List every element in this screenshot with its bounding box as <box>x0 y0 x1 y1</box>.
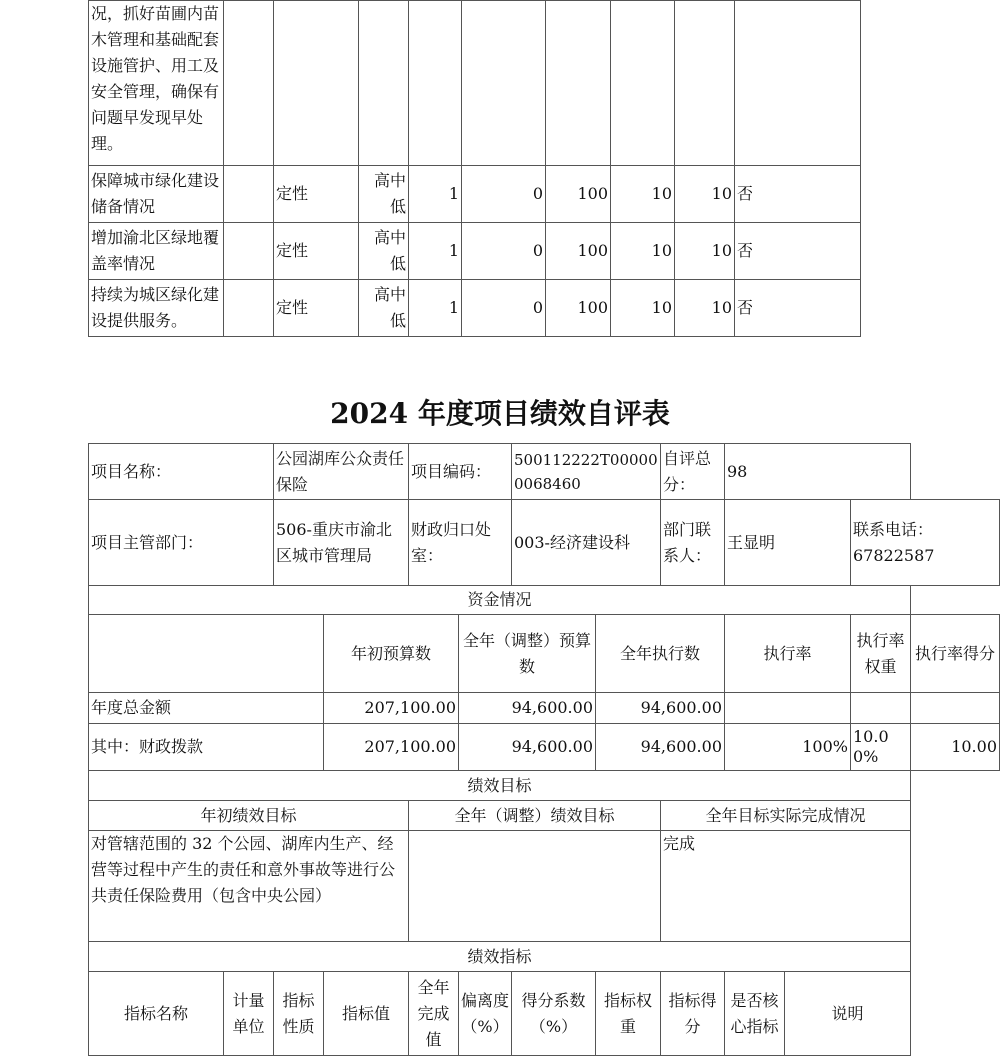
deviation-header: 偏离度（%） <box>459 972 512 1056</box>
table-row <box>89 942 1000 972</box>
indicator-coefficient: 100 <box>546 166 611 223</box>
adjusted-goal-text <box>409 831 661 942</box>
fund-row-label: 年度总金额 <box>89 693 324 724</box>
indicator-value: 高中低 <box>359 166 409 223</box>
phone-number: 67822587 <box>853 545 935 565</box>
project-code-label: 项目编码： <box>409 444 512 500</box>
indicator-core: 否 <box>735 223 861 280</box>
evaluation-table <box>88 443 1000 1056</box>
initial-goal-header: 年初绩效目标 <box>89 801 409 831</box>
continued-indicator-table <box>88 0 861 337</box>
table-row <box>89 223 861 280</box>
contact: 王显明 <box>725 500 851 586</box>
indicator-full: 1 <box>409 223 462 280</box>
phone-label: 联系电话： <box>853 519 934 539</box>
indicator-coefficient: 100 <box>546 280 611 337</box>
adjusted-goal-header: 全年（调整）绩效目标 <box>409 801 661 831</box>
table-row <box>89 972 1000 1056</box>
funds-section-title: 资金情况 <box>89 586 911 615</box>
rate-header: 执行率 <box>725 615 851 693</box>
coefficient-header: 得分系数（%） <box>512 972 596 1056</box>
value-header: 指标值 <box>324 972 409 1056</box>
fund-row-label: 其中：财政拨款 <box>89 724 324 771</box>
fund-rate <box>725 693 851 724</box>
score-header: 指标得分 <box>661 972 725 1056</box>
indicator-name: 保障城市绿化建设储备情况 <box>89 166 224 223</box>
indicator-weight: 10 <box>611 223 675 280</box>
core-header: 是否核心指标 <box>725 972 785 1056</box>
table-row <box>89 771 1000 801</box>
table-row <box>89 724 1000 771</box>
nature-header: 指标性质 <box>274 972 324 1056</box>
indicator-score: 10 <box>675 223 735 280</box>
page-title: 2024 年度项目绩效自评表 <box>330 397 670 430</box>
unit-header: 计量单位 <box>224 972 274 1056</box>
fund-rate-score: 10.00 <box>911 724 1000 771</box>
fund-rate-score <box>911 693 1000 724</box>
indicator-nature: 定性 <box>274 166 359 223</box>
office-label: 财政归口处室： <box>409 500 512 586</box>
indicator-value: 高中低 <box>359 280 409 337</box>
indicator-full: 1 <box>409 280 462 337</box>
indicator-core: 否 <box>735 280 861 337</box>
indicator-coefficient: 100 <box>546 223 611 280</box>
fund-rate-weight: 10.00% <box>851 724 911 771</box>
indicator-nature: 定性 <box>274 223 359 280</box>
table-row <box>89 615 1000 693</box>
indicator-value: 高中低 <box>359 223 409 280</box>
table-row <box>89 693 1000 724</box>
indicator-score: 10 <box>675 280 735 337</box>
adjusted-header: 全年（调整）预算数 <box>459 615 596 693</box>
project-name: 公园湖库公众责任保险 <box>274 444 409 500</box>
phone <box>851 500 1000 586</box>
self-score: 98 <box>725 444 911 500</box>
rate-weight-header: 执行率权重 <box>851 615 911 693</box>
fund-executed: 94,600.00 <box>596 693 725 724</box>
indicator-name: 增加渝北区绿地覆盖率情况 <box>89 223 224 280</box>
actual-goal-text: 完成 <box>661 831 911 942</box>
table-row <box>89 831 1000 942</box>
table-row <box>89 801 1000 831</box>
weight-header: 指标权重 <box>596 972 661 1056</box>
fund-rate-weight <box>851 693 911 724</box>
indicator-description: 况，抓好苗圃内苗木管理和基础配套设施管护、用工及安全管理，确保有问题早发现早处理。 <box>89 1 224 166</box>
indicator-nature: 定性 <box>274 280 359 337</box>
indicators-section-title: 绩效指标 <box>89 942 911 972</box>
table-row <box>89 280 861 337</box>
contact-label: 部门联系人： <box>661 500 725 586</box>
indicator-deviation: 0 <box>462 280 546 337</box>
fund-budget: 207,100.00 <box>324 693 459 724</box>
project-name-label: 项目名称： <box>89 444 274 500</box>
indicator-weight: 10 <box>611 166 675 223</box>
table-row <box>89 586 1000 615</box>
indicator-deviation: 0 <box>462 223 546 280</box>
goals-section-title: 绩效目标 <box>89 771 911 801</box>
fund-executed: 94,600.00 <box>596 724 725 771</box>
budget-header: 年初预算数 <box>324 615 459 693</box>
table-row <box>89 1 861 166</box>
rate-score-header: 执行率得分 <box>911 615 1000 693</box>
table-row <box>89 500 1000 586</box>
indicator-name: 持续为城区绿化建设提供服务。 <box>89 280 224 337</box>
dept: 506-重庆市渝北区城市管理局 <box>274 500 409 586</box>
dept-label: 项目主管部门： <box>89 500 274 586</box>
project-code: 500112222T000000068460 <box>512 444 661 500</box>
score-label: 自评总分： <box>661 444 725 500</box>
fund-rate: 100% <box>725 724 851 771</box>
fund-adjusted: 94,600.00 <box>459 724 596 771</box>
table-row <box>89 444 1000 500</box>
indicator-score: 10 <box>675 166 735 223</box>
indicator-weight: 10 <box>611 280 675 337</box>
full-header: 全年完成值 <box>409 972 459 1056</box>
indicator-core: 否 <box>735 166 861 223</box>
office: 003-经济建设科 <box>512 500 661 586</box>
initial-goal-text: 对管辖范围的 32 个公园、湖库内生产、经营等过程中产生的责任和意外事故等进行公共责任保险费用（包含中央公园） <box>89 831 409 942</box>
executed-header: 全年执行数 <box>596 615 725 693</box>
fund-budget: 207,100.00 <box>324 724 459 771</box>
table-row <box>89 166 861 223</box>
fund-adjusted: 94,600.00 <box>459 693 596 724</box>
indicator-full: 1 <box>409 166 462 223</box>
actual-goal-header: 全年目标实际完成情况 <box>661 801 911 831</box>
indicator-name-header: 指标名称 <box>89 972 224 1056</box>
indicator-deviation: 0 <box>462 166 546 223</box>
note-header: 说明 <box>785 972 911 1056</box>
